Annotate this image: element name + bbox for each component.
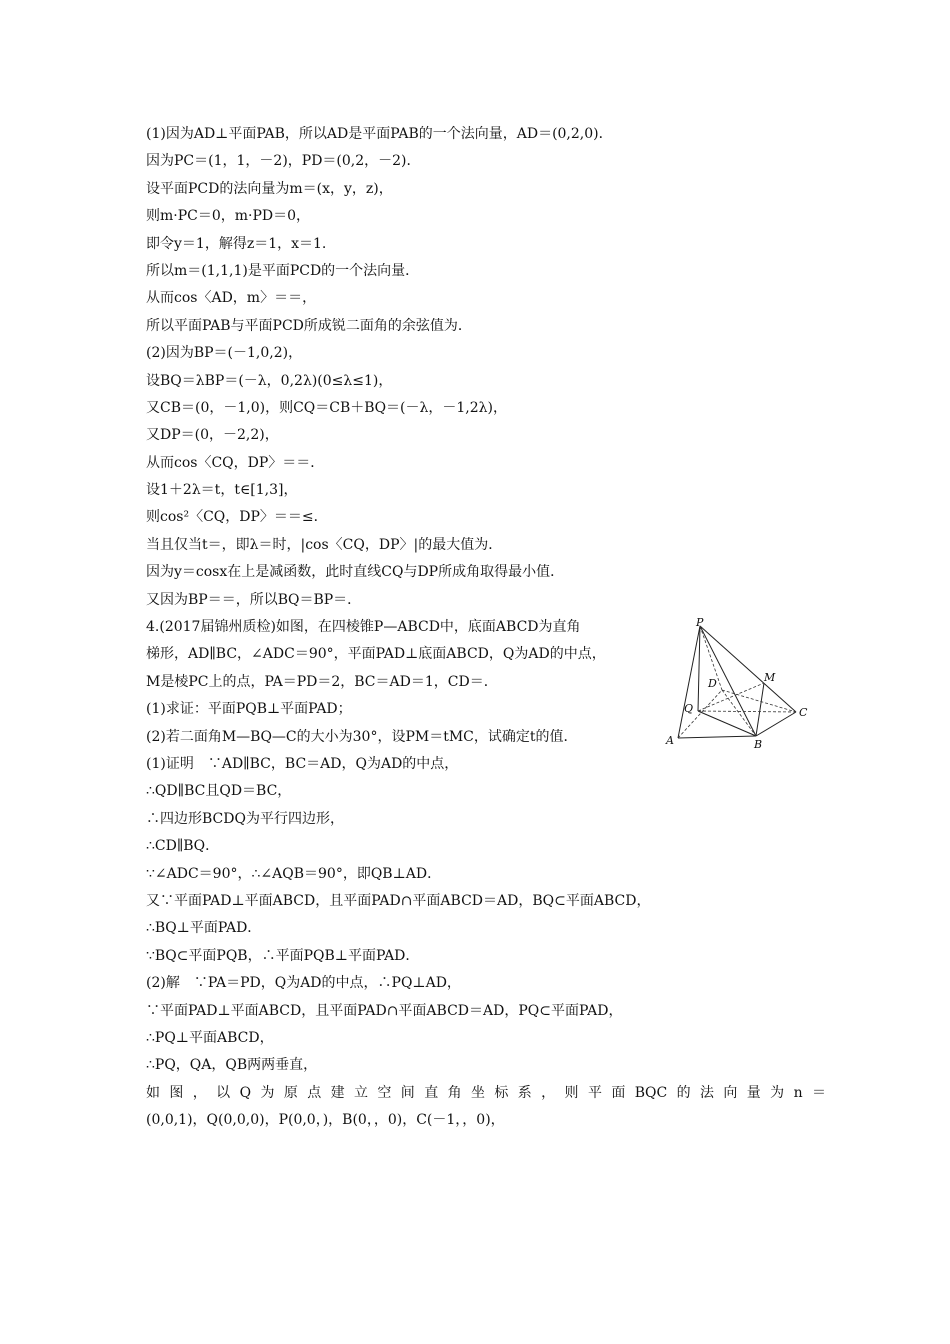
text-line: ∴PQ⊥平面ABCD， xyxy=(146,1029,274,1046)
text-line: 梯形，AD∥BC，∠ADC＝90°，平面PAD⊥底面ABCD，Q为AD的中点， xyxy=(146,646,606,663)
edge-DC xyxy=(722,690,796,712)
text-line: 设BQ＝λBP＝(－λ，0,2λ)(0≤λ≤1)， xyxy=(146,372,393,389)
text-line: ∴四边形BCDQ为平行四边形， xyxy=(146,810,344,827)
text-line: 因为y＝cosx在上是减函数，此时直线CQ与DP所成角取得最小值． xyxy=(146,564,565,581)
text-line: ∵∠ADC＝90°，∴∠AQB＝90°，即QB⊥AD． xyxy=(146,865,442,882)
text-line: 所以平面PAB与平面PCD所成锐二面角的余弦值为． xyxy=(146,317,472,334)
label-D: D xyxy=(708,677,717,690)
text-line: ∴QD∥BC且QD＝BC， xyxy=(146,783,292,800)
text-line: 从而cos〈CQ，DP〉＝＝． xyxy=(146,454,325,471)
text-line: (1)因为AD⊥平面PAB，所以AD是平面PAB的一个法向量，AD＝(0,2,0)． xyxy=(146,126,613,142)
text-line: ∴PQ，QA，QB两两垂直， xyxy=(146,1057,318,1074)
text-line: 则m·PC＝0，m·PD＝0， xyxy=(146,208,311,225)
label-C: C xyxy=(799,706,808,719)
edge-BM xyxy=(756,683,764,736)
text-line: 因为PC＝(1，1，－2)，PD＝(0,2，－2)． xyxy=(146,153,421,170)
text-line: 又∵平面PAD⊥平面ABCD，且平面PAD∩平面ABCD＝AD，BQ⊂平面ABCD， xyxy=(146,892,651,909)
text-line: ∴BQ⊥平面PAD． xyxy=(146,920,262,937)
text-line: ∵BQ⊂平面PQB，∴平面PQB⊥平面PAD． xyxy=(146,947,420,964)
edge-QB xyxy=(698,711,756,736)
text-line: M是棱PC上的点，PA＝PD＝2，BC＝AD＝1，CD＝． xyxy=(146,673,498,690)
text-line: (0,0,1)，Q(0,0,0)，P(0,0，)，B(0，，0)，C(－1，，0)， xyxy=(146,1112,505,1129)
text-line: 即令y＝1，解得z＝1，x＝1. xyxy=(146,235,327,252)
problem-4-heading: 4.(2017届锦州质检)如图，在四棱锥P—ABCD中，底面ABCD为直角 xyxy=(146,619,581,636)
text-line: 所以m＝(1,1,1)是平面PCD的一个法向量． xyxy=(146,262,420,279)
edge-PA xyxy=(678,626,700,738)
edge-PQ xyxy=(698,626,700,711)
text-line: 设平面PCD的法向量为m＝(x，y，z)， xyxy=(146,180,393,197)
text-line: 设1＋2λ＝t，t∈[1,3]， xyxy=(146,482,298,499)
text-line: ∴CD∥BQ． xyxy=(146,838,220,855)
text-line: 又DP＝(0，－2,2)， xyxy=(146,427,279,444)
text-line: (2)解 ∵PA＝PD，Q为AD的中点，∴PQ⊥AD， xyxy=(146,975,461,992)
label-B: B xyxy=(754,738,763,751)
pyramid-diagram xyxy=(660,618,815,753)
edge-AB xyxy=(678,736,756,738)
text-line: 则cos²〈CQ，DP〉＝＝≤． xyxy=(146,509,328,526)
text-line: (2)若二面角M—BQ—C的大小为30°，设PM＝tMC，试确定t的值． xyxy=(146,728,578,745)
text-line: 从而cos〈AD，m〉＝＝， xyxy=(146,290,317,307)
text-line: (2)因为BP＝(－1,0,2)， xyxy=(146,345,303,362)
pyramid-figure xyxy=(660,618,815,753)
text-line: 又CB＝(0，－1,0)，则CQ＝CB＋BQ＝(－λ，－1,2λ)， xyxy=(146,399,507,416)
label-A: A xyxy=(666,734,674,747)
label-M: M xyxy=(764,671,776,684)
text-line: (1)求证：平面PQB⊥平面PAD； xyxy=(146,701,352,718)
text-line: (1)证明 ∵AD∥BC，BC＝AD，Q为AD的中点， xyxy=(146,755,459,772)
edge-QC xyxy=(698,711,796,712)
text-line: ∵平面PAD⊥平面ABCD，且平面PAD∩平面ABCD＝AD，PQ⊂平面PAD， xyxy=(146,1002,623,1019)
label-Q: Q xyxy=(684,702,694,715)
text-line: 当且仅当t＝，即λ＝时，|cos〈CQ，DP〉|的最大值为． xyxy=(146,536,503,553)
text-line: 如图，以Q为原点建立空间直角坐标系，则平面BQC的法向量为n＝ xyxy=(146,1084,826,1101)
text-line: 又因为BP＝＝，所以BQ＝BP＝． xyxy=(146,591,362,608)
edge-BC xyxy=(756,712,796,736)
label-P: P xyxy=(696,618,704,629)
